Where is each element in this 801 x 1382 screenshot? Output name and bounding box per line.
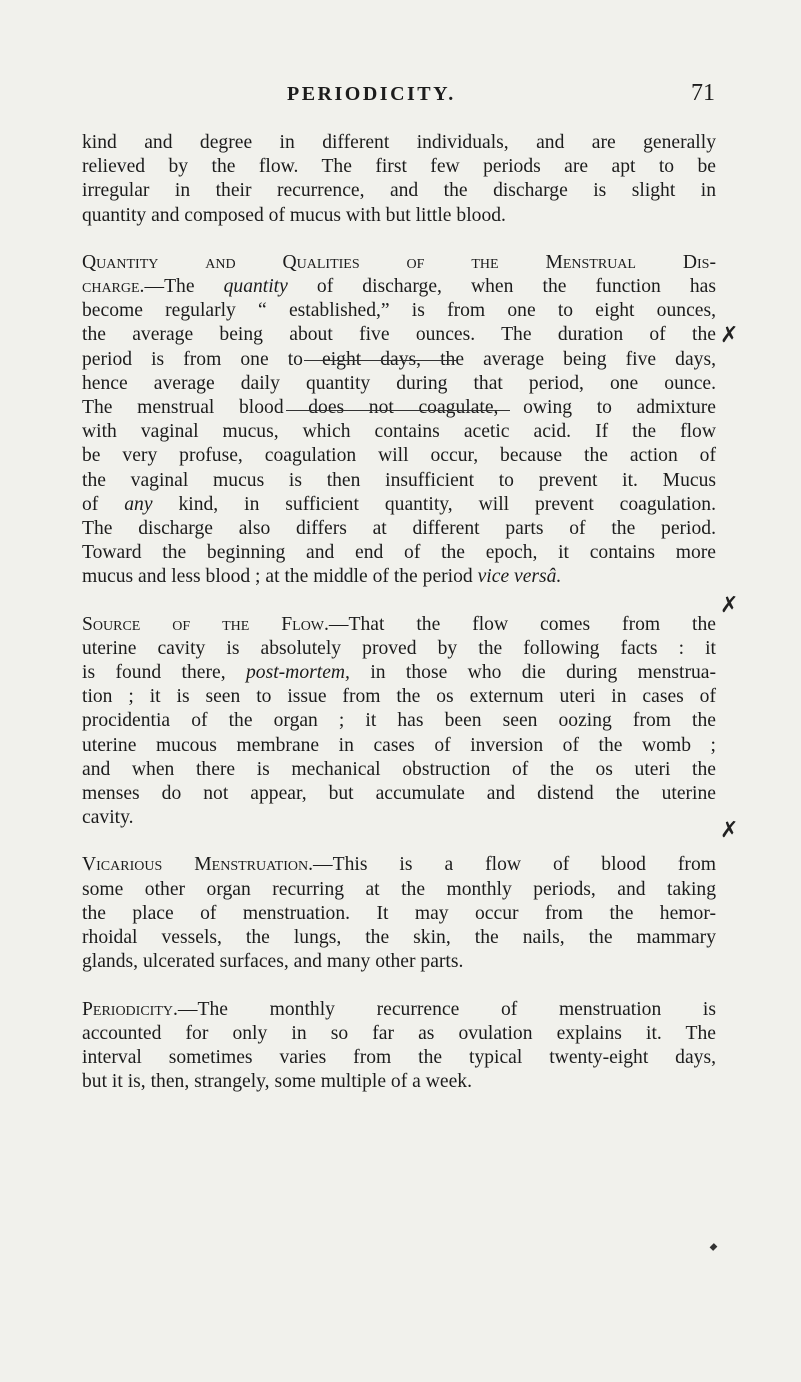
handwritten-underline: [286, 410, 510, 411]
paragraph-source-of-flow: [82, 613, 716, 831]
text-line: kind and degree in different individuals, and are generally: [82, 132, 716, 153]
text-line: with vaginal mucus, which contains acetic acid. If the flow: [82, 421, 716, 443]
section-heading: Periodicity.: [82, 998, 178, 1020]
margin-mark: ✗: [720, 593, 739, 618]
text-line: rhoidal vessels, the lungs, the skin, the nails, the mammary: [82, 927, 716, 949]
paragraph-vicarious-menstruation: [82, 853, 716, 974]
text-line: and when there is mechanical obstruction of the os uteri the: [82, 758, 716, 780]
paragraph-quantity-and-qualities: [82, 251, 716, 590]
text-line: hence average daily quantity during that period, one ounce.: [82, 372, 716, 394]
text-run: —The: [144, 276, 224, 298]
ink-spot: [710, 1243, 718, 1251]
paragraph-continuation: [82, 131, 716, 228]
text-line: menses do not appear, but accumulate and distend the uterine: [82, 783, 716, 805]
text-run: of discharge, when the function has: [287, 276, 716, 298]
page-number: 71: [691, 80, 715, 106]
text-line: [82, 853, 716, 877]
text-run: —That the flow comes from the: [328, 613, 716, 635]
text-line: period is from one to eight days, the average being five days,: [82, 348, 716, 370]
running-title: PERIODICITY.: [287, 83, 456, 105]
text-line: The menstrual blood does not coagulate, owing to admixture: [82, 397, 716, 419]
text-line: [82, 661, 716, 685]
text-line: the place of menstruation. It may occur from the hemor-: [82, 902, 716, 924]
italic-term: any: [124, 493, 153, 515]
section-heading: Vicarious Menstruation.: [82, 854, 314, 876]
italic-term: quantity: [223, 276, 288, 298]
section-heading-end: charge.: [82, 276, 145, 298]
text-run: kind, in sufficient quantity, will prevent coagulation.: [152, 493, 716, 515]
text-line: [82, 493, 716, 517]
text-line: cavity.: [82, 807, 134, 829]
handwritten-underline: [304, 360, 457, 361]
text-line: but it is, then, strangely, some multiple of a week.: [82, 1071, 472, 1093]
text-line: [82, 565, 716, 589]
text-line: [82, 613, 716, 637]
margin-mark: ✗: [720, 323, 739, 348]
text-line: tion ; it is seen to issue from the os externum uteri in cases of: [82, 686, 716, 708]
text-run: —The monthly recurrence of menstruation is: [177, 998, 716, 1020]
text-line: relieved by the flow. The first few periods are apt to be: [82, 156, 716, 178]
text-run: mucus and less blood ; at the middle of the period: [82, 566, 478, 588]
text-line: procidentia of the organ ; it has been seen oozing from the: [82, 710, 716, 732]
text-line: accounted for only in so far as ovulation explains it. The: [82, 1022, 716, 1044]
body-text: [82, 131, 716, 1094]
text-line: some other organ recurring at the monthly periods, and taking: [82, 878, 716, 900]
text-line: the vaginal mucus is then insufficient to prevent it. Mucus: [82, 469, 716, 491]
paragraph-periodicity: [82, 998, 716, 1095]
text-line: glands, ulcerated surfaces, and many other parts.: [82, 951, 464, 973]
text-line: the average being about five ounces. The duration of the: [82, 324, 716, 346]
text-line: interval sometimes varies from the typical twenty-eight days,: [82, 1046, 716, 1068]
text-line: uterine mucous membrane in cases of inversion of the womb ;: [82, 734, 716, 756]
text-line: be very profuse, coagulation will occur, because the action of: [82, 445, 716, 467]
text-line: uterine cavity is absolutely proved by the following facts : it: [82, 637, 716, 659]
text-line: [82, 998, 716, 1022]
italic-term: vice versâ.: [477, 566, 562, 588]
text-line: quantity and composed of mucus with but little blood.: [82, 204, 506, 226]
text-run: of: [82, 493, 125, 515]
text-run: —This is a flow of blood from: [313, 854, 716, 876]
text-line: become regularly “ established,” is from one to eight ounces,: [82, 300, 716, 322]
italic-term: post-mortem,: [245, 662, 350, 684]
text-run: is found there,: [82, 662, 246, 684]
text-line: irregular in their recurrence, and the discharge is slight in: [82, 180, 716, 202]
section-heading-line: [82, 251, 716, 275]
section-heading: Source of the Flow.: [82, 613, 329, 635]
text-line: Toward the beginning and end of the epoch, it contains more: [82, 542, 716, 564]
margin-mark: ✗: [720, 818, 739, 843]
text-run: in those who die during menstrua-: [349, 662, 716, 684]
running-head: [0, 80, 801, 113]
text-line: The discharge also differs at different parts of the period.: [82, 518, 716, 540]
text-line: [82, 275, 716, 299]
section-heading: Quantity and Qualities of the Menstrual Dis-: [82, 251, 716, 273]
